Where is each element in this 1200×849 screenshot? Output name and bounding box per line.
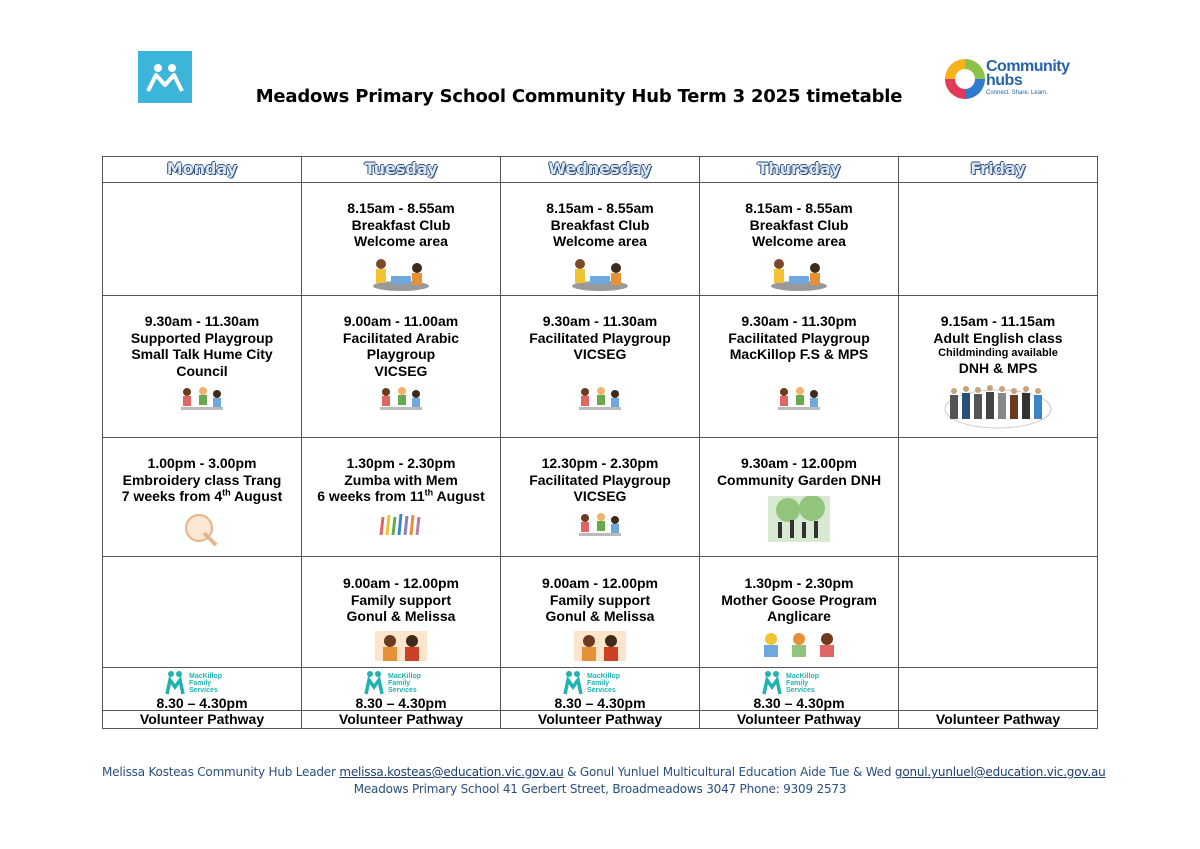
table-row [103,438,1098,557]
adult-english-image [944,383,1052,429]
email-link-gonul[interactable]: gonul.yunluel@education.vic.gov.au [894,765,1106,779]
activity-cell: 9.00am - 12.00pm Family support Gonul & Melissa [501,557,700,668]
mackillop-hours: 8.30 – 4.30pm [554,695,646,711]
mackillop-logo [165,670,239,696]
volunteer-cell: Volunteer Pathway [302,711,501,729]
svg-text:Family: Family [587,680,610,687]
mackillop-cell [302,668,501,711]
svg-text:MacKillop: MacKillop [388,673,422,680]
activity-cell: 9.30am - 11.30am Supported Playgroup Small Talk Hume City Council [103,296,302,438]
volunteer-cell: Volunteer Pathway [103,711,302,729]
playgroup-image [575,511,625,539]
svg-text:MacKillop: MacKillop [189,673,223,680]
empty-cell [899,668,1098,711]
activity-cell: 8.15am - 8.55am Breakfast Club Welcome area [302,183,501,296]
table-row [103,668,1098,711]
table-row [103,711,1098,729]
table-row [103,296,1098,438]
breakfast-club-image [765,256,833,294]
activity-cell: 8.15am - 8.55am Breakfast Club Welcome area [501,183,700,296]
day-header-thursday: Thursday [700,157,899,183]
mother-goose-image [757,631,841,659]
zumba-image [377,511,425,537]
activity-cell: 1.30pm - 2.30pm Mother Goose Program Anglicare [700,557,899,668]
community-garden-image [768,496,830,542]
timetable [102,156,1098,729]
mackillop-hours: 8.30 – 4.30pm [355,695,447,711]
table-row [103,557,1098,668]
community-hubs-logo [942,54,1076,104]
activity-cell: 9.30am - 11.30pm Facilitated Playgroup MacKillop F.S & MPS [700,296,899,438]
community-hubs-tagline: Connect. Share. Learn. [986,90,1049,96]
svg-text:Family: Family [388,680,411,687]
activity-cell: 1.30pm - 2.30pm Zumba with Mem 6 weeks from 11th August [302,438,501,557]
svg-text:Services: Services [388,687,417,694]
email-link-melissa[interactable]: melissa.kosteas@education.vic.gov.au [339,765,564,779]
activity-cell: 12.30pm - 2.30pm Facilitated Playgroup VICSEG [501,438,700,557]
mackillop-hours: 8.30 – 4.30pm [156,695,248,711]
day-header-tuesday: Tuesday [302,157,501,183]
playgroup-image [575,385,625,413]
community-hubs-wordmark: Community hubs [986,58,1070,89]
footer-contacts: Melissa Kosteas Community Hub Leader melissa.kosteas@education.vic.gov.au & Gonul Yunluel Multicultural Education Aide Tue & Wed gonul.yunluel@education.vic.gov.au [102,765,1106,779]
family-support-image [574,631,626,661]
svg-text:Family: Family [189,680,212,687]
day-header-monday: Monday [103,157,302,183]
embroidery-image [182,511,222,547]
empty-cell [899,438,1098,557]
mackillop-hours: 8.30 – 4.30pm [753,695,845,711]
breakfast-club-image [566,256,634,294]
volunteer-cell: Volunteer Pathway [899,711,1098,729]
volunteer-cell: Volunteer Pathway [501,711,700,729]
day-header-wednesday: Wednesday [501,157,700,183]
activity-cell: 1.00pm - 3.00pm Embroidery class Trang 7 weeks from 4th August [103,438,302,557]
svg-text:MacKillop: MacKillop [587,673,621,680]
svg-text:Services: Services [189,687,218,694]
header-row [103,157,1098,183]
empty-cell [103,183,302,296]
mackillop-logo [364,670,438,696]
day-header-friday: Friday [899,157,1098,183]
mackillop-logo [563,670,637,696]
svg-text:Family: Family [786,680,809,687]
empty-cell [103,557,302,668]
activity-cell: 9.15am - 11.15am Adult English class Childminding available DNH & MPS [899,296,1098,438]
playgroup-image [774,385,824,413]
page-title: Meadows Primary School Community Hub Term 3 2025 timetable [255,86,903,107]
playgroup-image [177,385,227,413]
svg-text:MacKillop: MacKillop [786,673,820,680]
mackillop-logo [762,670,836,696]
empty-cell [899,183,1098,296]
playgroup-image [376,385,426,413]
family-support-image [375,631,427,661]
svg-text:Services: Services [587,687,616,694]
activity-cell: 9.30am - 11.30am Facilitated Playgroup VICSEG [501,296,700,438]
breakfast-club-image [367,256,435,294]
mackillop-cell [103,668,302,711]
volunteer-cell: Volunteer Pathway [700,711,899,729]
table-row [103,183,1098,296]
activity-cell: 9.30am - 12.00pm Community Garden DNH [700,438,899,557]
svg-text:Services: Services [786,687,815,694]
mackillop-cell [700,668,899,711]
footer-address: Meadows Primary School 41 Gerbert Street, Broadmeadows 3047 Phone: 9309 2573 [353,782,847,796]
activity-cell: 9.00am - 11.00am Facilitated Arabic Playgroup VICSEG [302,296,501,438]
activity-cell: 8.15am - 8.55am Breakfast Club Welcome area [700,183,899,296]
activity-cell: 9.00am - 12.00pm Family support Gonul & Melissa [302,557,501,668]
mackillop-cell [501,668,700,711]
empty-cell [899,557,1098,668]
